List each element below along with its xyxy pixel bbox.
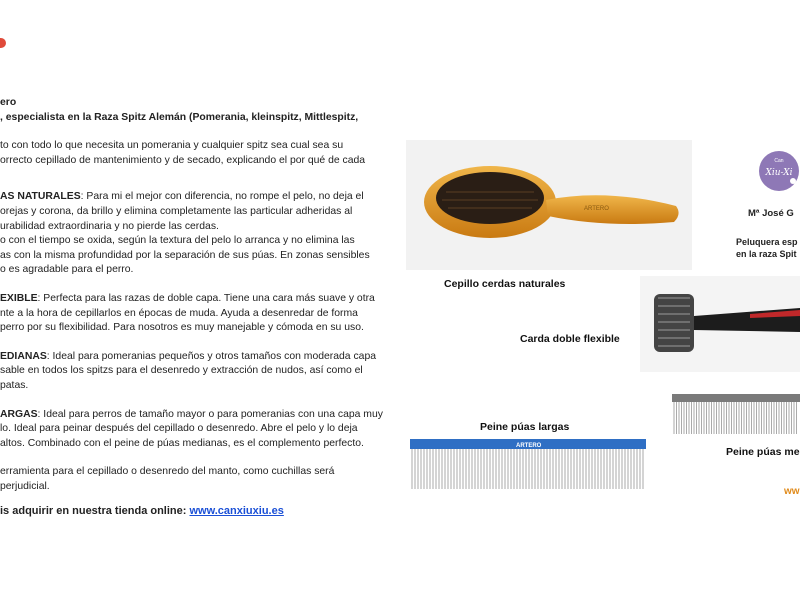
long-comb-photo <box>406 437 650 493</box>
caption-natural-brush: Cepillo cerdas naturales <box>444 278 566 290</box>
paw-icon <box>790 178 796 184</box>
section-line: lo. Ideal para peinar después del cepillado o desenredo. Abre el pelo y lo deja <box>0 423 358 435</box>
comb-brand: ARTERO <box>516 443 542 449</box>
author-name: Mª José G <box>748 208 794 219</box>
caption-comb-medium: Peine púas me <box>726 446 800 458</box>
section-title: AS NATURALES <box>0 191 81 203</box>
brush-bristles <box>436 172 544 224</box>
intro-line: to con todo lo que necesita un pomerania y cualquier spitz sea cual sea su <box>0 140 344 152</box>
intro-line: ero <box>0 97 17 108</box>
natural-brush-photo <box>406 140 692 270</box>
kennel-logo <box>758 150 800 192</box>
section-line: nte a la hora de cepillarlos en épocas de muda. Ayuda a desenredar de forma <box>0 307 358 319</box>
section-largas: ARGAS: Ideal para perros de tamaño mayor o para pomeranias con una capa muy <box>0 408 383 420</box>
section-flexible: EXIBLE: Perfecta para las razas de doble capa. Tiene una cara más suave y otra <box>0 292 375 304</box>
section-medianas: EDIANAS: Ideal para pomeranias pequeños y otros tamaños con moderada capa <box>0 350 377 362</box>
shop-link[interactable]: www.canxiuxiu.es <box>189 505 284 518</box>
section-natural: AS NATURALES: Para mi el mejor con diferencia, no rompe el pelo, no deja el <box>0 191 364 203</box>
warning-line: erramienta para el cepillado o desenredo del manto, como cuchillas será <box>0 466 335 478</box>
caption-slicker: Carda doble flexible <box>520 333 620 345</box>
article-text <box>0 96 395 519</box>
shop-line: is adquirir en nuestra tienda online: www.canxiuxiu.es <box>0 505 284 518</box>
section-title: ARGAS <box>0 408 38 420</box>
caption-comb-long: Peine púas largas <box>480 421 570 433</box>
comb-spine <box>672 394 800 402</box>
section-line: patas. <box>0 379 29 391</box>
brush-handle <box>546 195 679 224</box>
brush-brand: ARTERO <box>584 206 609 212</box>
section-title: EDIANAS <box>0 350 47 362</box>
comb-teeth <box>412 449 643 489</box>
website-fragment[interactable]: ww <box>784 486 800 497</box>
section-title: EXIBLE <box>0 292 38 304</box>
warning-line: perjudicial. <box>0 480 50 492</box>
intro-line: orrecto cepillado de mantenimiento y de secado, explicando el por qué de cada <box>0 154 366 166</box>
section-line: orejas y corona, da brillo y elimina completamente las particular adheridas al <box>0 205 353 217</box>
section-line: perro por su flexibilidad. Para nosotros es muy manejable y cómoda en su uso. <box>0 322 364 334</box>
section-line: sable en todos los spitzs para el desenredo y extracción de nudos, así como el <box>0 365 363 377</box>
slicker-brush-photo <box>640 276 800 372</box>
logo-name-text: Xiu-Xi <box>765 168 793 178</box>
section-line: altos. Combinado con el peine de púas medianas, es el complemento perfecto. <box>0 437 364 449</box>
slicker-pad <box>654 294 694 352</box>
section-line: urabilidad extraordinaria y no pierde las cerdas. <box>0 220 219 232</box>
section-line: o es agradable para el perro. <box>0 264 134 276</box>
intro-line: , especialista en la Raza Spitz Alemán (Pomerania, kleinspitz, Mittlespitz, <box>0 111 359 123</box>
section-line: as con la misma profundidad por la separación de sus púas. En zonas sensibles <box>0 249 370 261</box>
medium-comb-photo <box>668 392 800 438</box>
section-line: o con el tiempo se oxida, según la textura del pelo lo arranca y no elimina las <box>0 235 355 247</box>
comb-teeth <box>674 402 797 434</box>
logo-small-text: Can <box>774 158 784 164</box>
author-role: Peluquera esp en la raza Spit <box>736 237 798 259</box>
corner-mark <box>0 38 6 48</box>
